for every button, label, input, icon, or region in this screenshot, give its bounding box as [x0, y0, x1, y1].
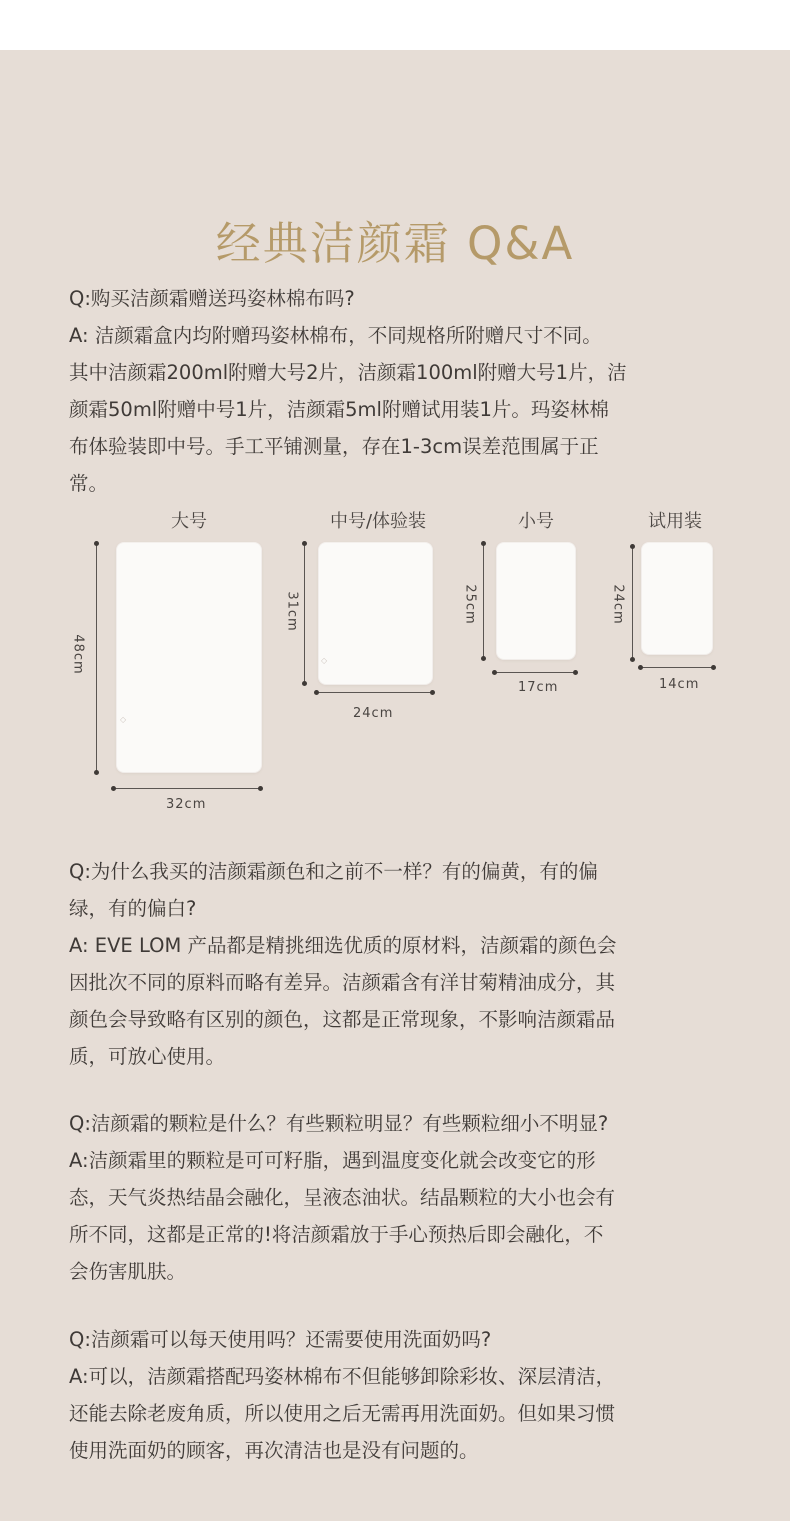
- dimension-endpoint: [258, 786, 263, 791]
- qa-section-granules: [69, 1105, 729, 1290]
- cloth-trial: [642, 543, 712, 654]
- cloth-large-height: 48cm: [70, 634, 86, 675]
- dimension-endpoint: [481, 656, 486, 661]
- cloth-medium: [319, 543, 432, 684]
- cloth-trial-height: 24cm: [610, 584, 626, 625]
- cloth-large: [117, 543, 261, 772]
- dimension-line-vertical: [304, 544, 305, 684]
- dimension-line-horizontal: [641, 667, 714, 668]
- cloth-trial-width: 14cm: [659, 677, 700, 692]
- dimension-endpoint: [302, 681, 307, 686]
- cloth-label-medium: 中号/体验装: [329, 511, 427, 532]
- page-title: 经典洁颜霜 Q&A: [215, 217, 575, 271]
- qa4-line: A:可以，洁颜霜搭配玛姿林棉布不但能够卸除彩妆、深层清洁，: [69, 1365, 616, 1388]
- dimension-endpoint: [94, 541, 99, 546]
- qa1-line: 常。: [69, 472, 109, 495]
- dimension-endpoint: [314, 690, 319, 695]
- qa1-line: 颜霜50ml附赠中号1片，洁颜霜5ml附赠试用装1片。玛姿林棉: [69, 398, 609, 421]
- qa-section-daily-use: [69, 1321, 729, 1469]
- qa4-line: Q:洁颜霜可以每天使用吗？还需要使用洗面奶吗?: [69, 1328, 492, 1351]
- cloth-small: [497, 543, 575, 659]
- dimension-endpoint: [630, 544, 635, 549]
- dimension-endpoint: [430, 690, 435, 695]
- dimension-line-vertical: [96, 544, 97, 772]
- dimension-line-horizontal: [317, 692, 432, 693]
- dimension-endpoint: [492, 670, 497, 675]
- qa4-line: 使用洗面奶的顾客，再次清洁也是没有问题的。: [69, 1439, 479, 1462]
- dimension-endpoint: [111, 786, 116, 791]
- cloth-label-large: 大号: [171, 511, 207, 532]
- dimension-line-vertical: [483, 544, 484, 659]
- cloth-medium-height: 31cm: [284, 591, 300, 632]
- dimension-line-horizontal: [114, 788, 261, 789]
- cloth-small-height: 25cm: [462, 584, 478, 625]
- qa3-line: 会伤害肌肤。: [69, 1260, 187, 1283]
- qa2-line: A: EVE LOM 产品都是精挑细选优质的原材料，洁颜霜的颜色会: [69, 934, 617, 957]
- cloth-label-small: 小号: [518, 511, 554, 532]
- dimension-endpoint: [630, 657, 635, 662]
- cloth-large-width: 32cm: [166, 797, 207, 812]
- qa2-line: 质，可放心使用。: [69, 1045, 226, 1068]
- qa3-line: 态，天气炎热结晶会融化，呈液态油状。结晶颗粒的大小也会有: [69, 1186, 616, 1209]
- qa2-line: Q:为什么我买的洁颜霜颜色和之前不一样？有的偏黄，有的偏: [69, 860, 598, 883]
- cloth-small-width: 17cm: [518, 680, 559, 695]
- dimension-endpoint: [302, 541, 307, 546]
- qa3-line: Q:洁颜霜的颗粒是什么？有些颗粒明显？有些颗粒细小不明显?: [69, 1112, 609, 1135]
- dimension-endpoint: [94, 770, 99, 775]
- qa1-line: Q:购买洁颜霜赠送玛姿林棉布吗?: [69, 287, 355, 310]
- qa3-line: 所不同，这都是正常的!将洁颜霜放于手心预热后即会融化，不: [69, 1223, 604, 1246]
- qa1-line: 布体验装即中号。手工平铺测量，存在1-3cm误差范围属于正: [69, 435, 599, 458]
- qa4-line: 还能去除老废角质，所以使用之后无需再用洗面奶。但如果习惯: [69, 1402, 616, 1425]
- dimension-endpoint: [573, 670, 578, 675]
- dimension-endpoint: [711, 665, 716, 670]
- dimension-endpoint: [481, 541, 486, 546]
- cloth-medium-width: 24cm: [353, 706, 394, 721]
- qa2-line: 颜色会导致略有区别的颜色，这都是正常现象，不影响洁颜霜品: [69, 1008, 616, 1031]
- qa1-line: 其中洁颜霜200ml附赠大号2片，洁颜霜100ml附赠大号1片，洁: [69, 361, 627, 384]
- qa1-line: A: 洁颜霜盒内均附赠玛姿林棉布，不同规格所附赠尺寸不同。: [69, 324, 602, 347]
- dimension-endpoint: [638, 665, 643, 670]
- dimension-line-horizontal: [494, 672, 575, 673]
- qa2-line: 绿，有的偏白?: [69, 897, 197, 920]
- dimension-line-vertical: [632, 546, 633, 660]
- cloth-logo-mark: ◇: [120, 715, 127, 724]
- cloth-label-trial: 试用装: [648, 511, 702, 532]
- qa-section-color: [69, 853, 729, 1075]
- qa2-line: 因批次不同的原料而略有差异。洁颜霜含有洋甘菊精油成分，其: [69, 971, 616, 994]
- qa-section-gift-cloth: [69, 280, 729, 502]
- qa3-line: A:洁颜霜里的颗粒是可可籽脂，遇到温度变化就会改变它的形: [69, 1149, 596, 1172]
- cloth-logo-mark: ◇: [321, 656, 328, 665]
